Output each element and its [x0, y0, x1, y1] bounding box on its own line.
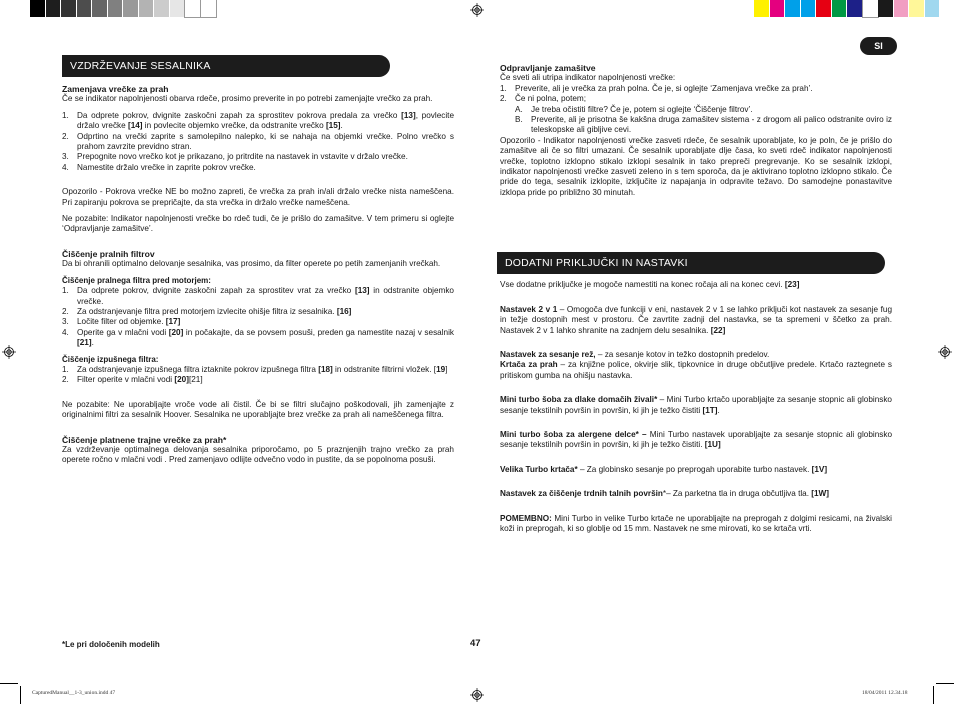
- color-calibration-bar: [754, 0, 940, 17]
- list-item: 2. Za odstranjevanje filtra pred motorjem izvlecite ohišje filtra iz sesalnika. [16]: [62, 306, 352, 316]
- list-item: 1. Za odstranjevanje izpušnega filtra iztaknite pokrov izpušnega filtra [18] in odstranite filtrirni vložek. [19]: [62, 364, 448, 374]
- color-swatch: [816, 0, 832, 17]
- paragraph: Velika Turbo krtača* – Za globinsko sesanje po preprogah uporabite turbo nastavek. [1V]: [500, 464, 828, 474]
- numbered-list: [62, 111, 454, 173]
- paragraph: Če sveti ali utripa indikator napolnjenosti vrečke:: [500, 73, 676, 83]
- color-swatch: [46, 0, 62, 17]
- lettered-list: [500, 105, 892, 136]
- color-swatch: [61, 0, 77, 17]
- section-banner-accessories: DODATNI PRIKLJUČKI IN NASTAVKI: [497, 252, 885, 274]
- color-swatch: [185, 0, 201, 17]
- section-banner-maintenance: VZDRŽEVANJE SESALNIKA: [62, 55, 390, 77]
- numbered-list: [500, 84, 892, 105]
- paragraph: Krtača za prah – za knjižne police, okvirje slik, tipkovnice in druge občutljive predele. Krtačo raztegnete s pritiskom gumba na ohišju nastavka.: [500, 360, 892, 380]
- registration-mark-icon: [470, 3, 484, 17]
- color-swatch: [847, 0, 863, 17]
- right-column: [500, 63, 892, 534]
- color-swatch: [832, 0, 848, 17]
- color-swatch: [863, 0, 879, 17]
- color-swatch: [139, 0, 155, 17]
- paragraph: Da bi ohranili optimalno delovanje sesalnika, vas prosimo, da filter operete po petih zamenjanih vrečkah.: [62, 259, 441, 269]
- paragraph: Opozorilo - Pokrova vrečke NE bo možno zapreti, če vrečka za prah in/ali držalo vrečke nista nameščena. Pri zapiranju pokrova se prepričajte, da sta vrečka in držalo vrečke nameščena.: [62, 187, 454, 207]
- list-item: 3. Ločite filter od objemke. [17]: [62, 317, 181, 327]
- date-slug: 18/04/2011 12.34.18: [862, 690, 908, 696]
- color-swatch: [123, 0, 139, 17]
- color-swatch: [878, 0, 894, 17]
- color-swatch: [909, 0, 925, 17]
- color-swatch: [770, 0, 786, 17]
- color-swatch: [785, 0, 801, 17]
- footnote: *Le pri določenih modelih: [62, 640, 160, 649]
- color-swatch: [170, 0, 186, 17]
- section-title: Čiščenje platnene trajne vrečke za prah*: [62, 434, 227, 445]
- paragraph: POMEMBNO: Mini Turbo in velike Turbo krtače ne uporabljajte na preprogah z dolgimi resicami, na živalski koži in preprogah, ki so globlje od 15 mm. Nastavek ne sme mirovati, ko se krtača vrti.: [500, 513, 892, 533]
- subsection-title: Čiščenje pralnega filtra pred motorjem:: [62, 275, 211, 285]
- registration-mark-icon: [938, 345, 952, 359]
- color-swatch: [108, 0, 124, 17]
- list-item: B. Preverite, ali je prisotna še kakšna druga zamašitev sistema - z drogom ali palico odstranite oviro iz teleskopske ali gibljive cevi.: [515, 115, 892, 135]
- crop-mark: [936, 683, 954, 684]
- paragraph: Nastavek za sesanje rež, – za sesanje kotov in težko dostopnih predelov.: [500, 349, 770, 359]
- color-swatch: [92, 0, 108, 17]
- crop-mark: [20, 686, 21, 704]
- crop-mark: [0, 683, 18, 684]
- color-swatch: [754, 0, 770, 17]
- list-item: 2. Odprtino na vrečki zaprite s samolepilno nalepko, ki se nahaja na objemki vrečke. Polno vrečko s prahom zavrzite previdno stran.: [62, 131, 454, 152]
- list-item: 2. Filter operite v mlačni vodi [20][21]: [62, 375, 203, 385]
- subsection-title: Čiščenje izpušnega filtra:: [62, 354, 159, 364]
- language-tab: SI: [860, 37, 897, 55]
- color-swatch: [154, 0, 170, 17]
- paragraph: Če se indikator napolnjenosti obarva rdeče, prosimo preverite in po potrebi zamenjajte vrečko za prah.: [62, 94, 433, 104]
- registration-mark-icon: [2, 345, 16, 359]
- list-item: 3. Prepognite novo vrečko kot je prikazano, jo pritrdite na nastavek in vstavite v držalo vrečke.: [62, 152, 408, 162]
- color-swatch: [925, 0, 941, 17]
- paragraph: Vse dodatne priključke je mogoče namestiti na konec ročaja ali na konec cevi. [23]: [500, 280, 800, 290]
- list-item: A. Je treba očistiti filtre? Če je, potem si oglejte ‘Čiščenje filtrov’.: [515, 104, 753, 114]
- color-swatch: [30, 0, 46, 17]
- color-swatch: [77, 0, 93, 17]
- list-item: 2. Če ni polna, potem;: [500, 94, 587, 104]
- paragraph: Opozorilo - Indikator napolnjenosti vrečke zasveti rdeče, če sesalnik uporabljate, ko je poln, če je prišlo do zamašitve ali če so filtri umazani. Če sesalnik uporabljate dlje časa, ko sveti rdeč indikator napolnjenosti vrečke, toplotno izklopno stikalo izklopi sesalnik in tako prepreči pregrevanje. Ko se sesalnik izklopi, indikator napolnjenosti vrečke zasveti zeleno in s tem sporoča, da je aktivirano toplotno izklopno stikalo. Če pride do tega, sesalnik izklopite, izključite iz napajanja in odpravite težavo. Do samodejne ponastavitve izklopa pride po približno 30 minutah.: [500, 135, 892, 197]
- list-item: 4. Namestite držalo vrečke in zaprite pokrov vrečke.: [62, 162, 256, 172]
- paragraph: Ne pozabite: Ne uporabljajte vroče vode ali čistil. Če bi se filtri slučajno poškodovali, jih zamenjajte z originalnimi filtri za sesalnik Hoover. Sesalnika ne uporabljajte brez vrečke za prah ali nameščenega filtra.: [62, 399, 454, 420]
- paragraph: Mini turbo šoba za alergene delce* – Mini Turbo nastavek uporabljajte za sesanje stopnic ali globinsko sesanje tekstilnih površin in površin, ki jih je težko čistiti. [1U]: [500, 429, 892, 450]
- color-swatch: [894, 0, 910, 17]
- numbered-list: [62, 365, 454, 386]
- list-item: 1. Da odprete pokrov, dvignite zaskočni zapah za sprostitev pokrova predala za vrečko [13], povlecite držalo vrečke [14] in povlecite objemko vrečke, da odstranite vrečko [15].: [62, 110, 454, 131]
- numbered-list: [62, 286, 454, 348]
- color-swatch: [801, 0, 817, 17]
- list-item: 1. Da odprete pokrov, dvignite zaskočni zapah za sprostitev vrat za vrečko [13] in odstranite objemko vrečke.: [62, 286, 454, 306]
- color-swatch: [201, 0, 217, 17]
- paragraph: Za vzdrževanje optimalnega delovanja sesalnika priporočamo, po 5 praznjenjih trajno vrečko za prah operete ročno v mlačni vodi . Pred zamenjavo odlijte odvečno vodo in pustite, da se popolnoma posuši.: [62, 444, 454, 465]
- gray-calibration-bar: [30, 0, 216, 17]
- paragraph: Nastavek za čiščenje trdnih talnih površin*– Za parketna tla in druga občutljiva tla. [1W]: [500, 489, 830, 499]
- page-number: 47: [470, 638, 481, 649]
- paragraph: Ne pozabite: Indikator napolnjenosti vrečke bo rdeč tudi, če je prišlo do zamašitve. V tem primeru si oglejte ‘Odpravljanje zamašitve’.: [62, 214, 454, 234]
- section-title: Zamenjava vrečke za prah: [62, 84, 169, 94]
- crop-mark: [933, 686, 934, 704]
- paragraph: Mini turbo šoba za dlake domačih živali* – Mini Turbo krtačo uporabljajte za sesanje stopnic ali globinsko sesanje tekstilnih površin in površin, ki jih je težko čistiti [1T].: [500, 395, 892, 415]
- section-title: Čiščenje pralnih filtrov: [62, 248, 155, 259]
- file-slug: CapturedManual__1-3_union.indd 47: [32, 690, 116, 696]
- left-column: [62, 55, 454, 466]
- registration-mark-icon: [470, 688, 484, 702]
- list-item: 1. Preverite, ali je vrečka za prah polna. Če je, si oglejte ‘Zamenjava vrečke za prah’.: [500, 83, 813, 93]
- paragraph: Nastavek 2 v 1 – Omogoča dve funkciji v eni, nastavek 2 v 1 se lahko priključi kot nastavek za sesanje fug in težje dostopnih mest v prostoru. Če zavrtite zadnji del nastavka, se ta spremeni v ščetko za prah. Nastavek 2 v 1 lahko shranite na zadnjem delu sesalnika. [22]: [500, 304, 892, 335]
- list-item: 4. Operite ga v mlačni vodi [20] in počakajte, da se povsem posuši, preden ga namestite nazaj v sesalnik [21].: [62, 327, 455, 348]
- section-title: Odpravljanje zamašitve: [500, 63, 596, 73]
